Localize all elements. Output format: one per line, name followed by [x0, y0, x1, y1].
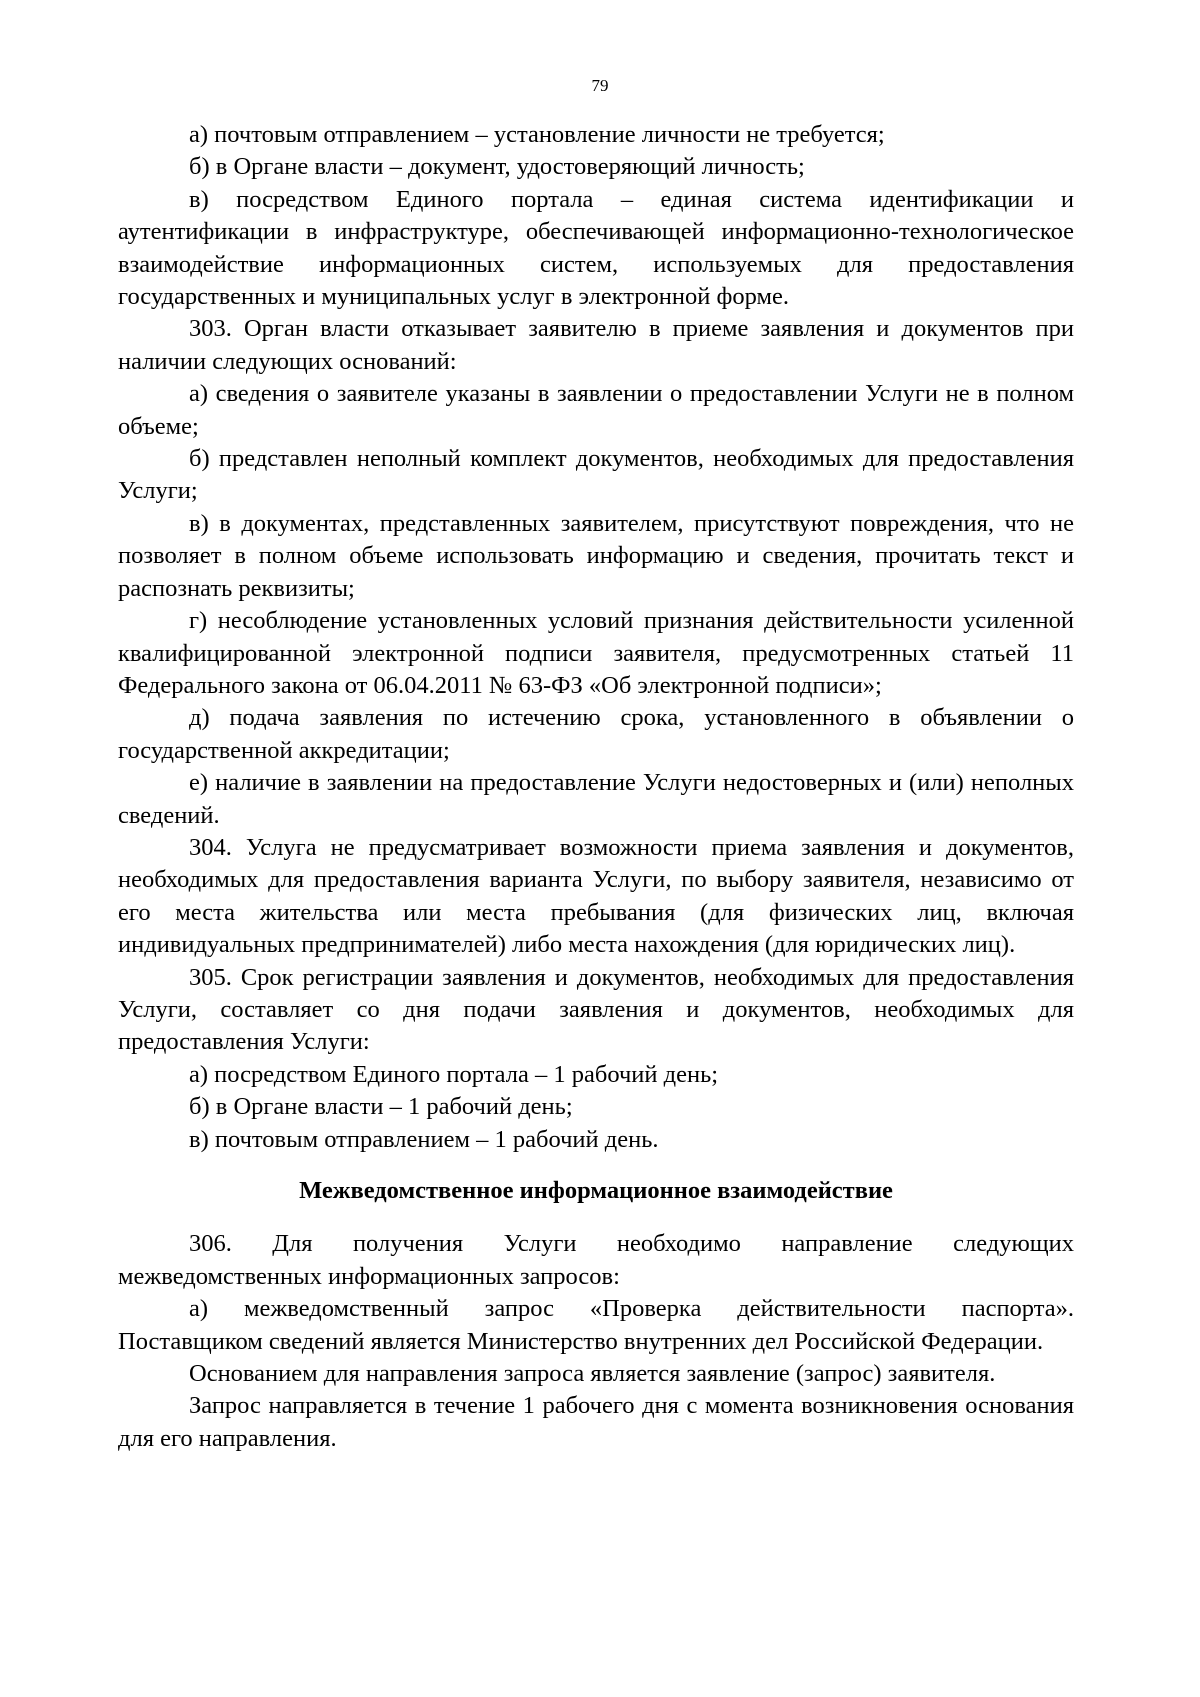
- paragraph-306-item-a: а) межведомственный запрос «Проверка действительности паспорта». Поставщиком сведений является Министерство внутренних дел Российской Федерации.: [118, 1295, 1074, 1355]
- paragraph-305-item-b: б) в Органе власти – 1 рабочий день;: [189, 1093, 573, 1121]
- paragraph-303-item-b: б) представлен неполный комплект документов, необходимых для предоставления Услуги;: [118, 445, 1074, 505]
- paragraph-303-item-d: д) подача заявления по истечению срока, установленного в объявлении о государственной аккредитации;: [118, 704, 1074, 764]
- paragraph-303-item-e: е) наличие в заявлении на предоставление Услуги недостоверных и (или) неполных сведений.: [118, 769, 1074, 829]
- paragraph-item-b-authority: б) в Органе власти – документ, удостоверяющий личность;: [189, 153, 805, 181]
- page-number: 79: [591, 76, 609, 95]
- paragraph-303: 303. Орган власти отказывает заявителю в приеме заявления и документов при наличии следующих оснований:: [118, 315, 1074, 375]
- paragraph-304: 304. Услуга не предусматривает возможности приема заявления и документов, необходимых для предоставления варианта Услуги, по выбору заявителя, независимо от его места жительства или места пребывания (для физических лиц, включая индивидуальных предпринимателей) либо места нахождения (для юридических лиц).: [118, 833, 1074, 959]
- paragraph-306: 306. Для получения Услуги необходимо направление следующих межведомственных информационных запросов:: [118, 1230, 1074, 1290]
- paragraph-request-basis: Основанием для направления запроса является заявление (запрос) заявителя.: [189, 1360, 996, 1388]
- paragraph-request-timing: Запрос направляется в течение 1 рабочего дня с момента возникновения основания для его направления.: [118, 1392, 1074, 1452]
- document-body: [118, 119, 1074, 1455]
- paragraph-305-item-a: а) посредством Единого портала – 1 рабочий день;: [189, 1060, 719, 1088]
- paragraph-303-item-v: в) в документах, представленных заявителем, присутствуют повреждения, что не позволяет в полном объеме использовать информацию и сведения, прочитать текст и распознать реквизиты;: [118, 509, 1074, 602]
- section-heading: Межведомственное информационное взаимодействие: [299, 1177, 893, 1204]
- paragraph-item-v-portal: в) посредством Единого портала – единая система идентификации и аутентификации в инфраструктуре, обеспечивающей информационно-технологическое взаимодействие информационных систем, используемых для предоставления государственных и муниципальных услуг в электронной форме.: [118, 185, 1074, 311]
- paragraph-305-item-v: в) почтовым отправлением – 1 рабочий день.: [189, 1125, 659, 1153]
- paragraph-303-item-a: а) сведения о заявителе указаны в заявлении о предоставлении Услуги не в полном объеме;: [118, 380, 1074, 440]
- paragraph-303-item-g: г) несоблюдение установленных условий признания действительности усиленной квалифицированной электронной подписи заявителя, предусмотренных статьей 11 Федерального закона от 06.04.2011 № 63-ФЗ «Об электронной подписи»;: [118, 607, 1074, 699]
- paragraph-item-a-postal: а) почтовым отправлением – установление личности не требуется;: [189, 121, 885, 148]
- paragraph-305: 305. Срок регистрации заявления и документов, необходимых для предоставления Услуги, составляет со дня подачи заявления и документов, необходимых для предоставления Услуги:: [118, 963, 1074, 1056]
